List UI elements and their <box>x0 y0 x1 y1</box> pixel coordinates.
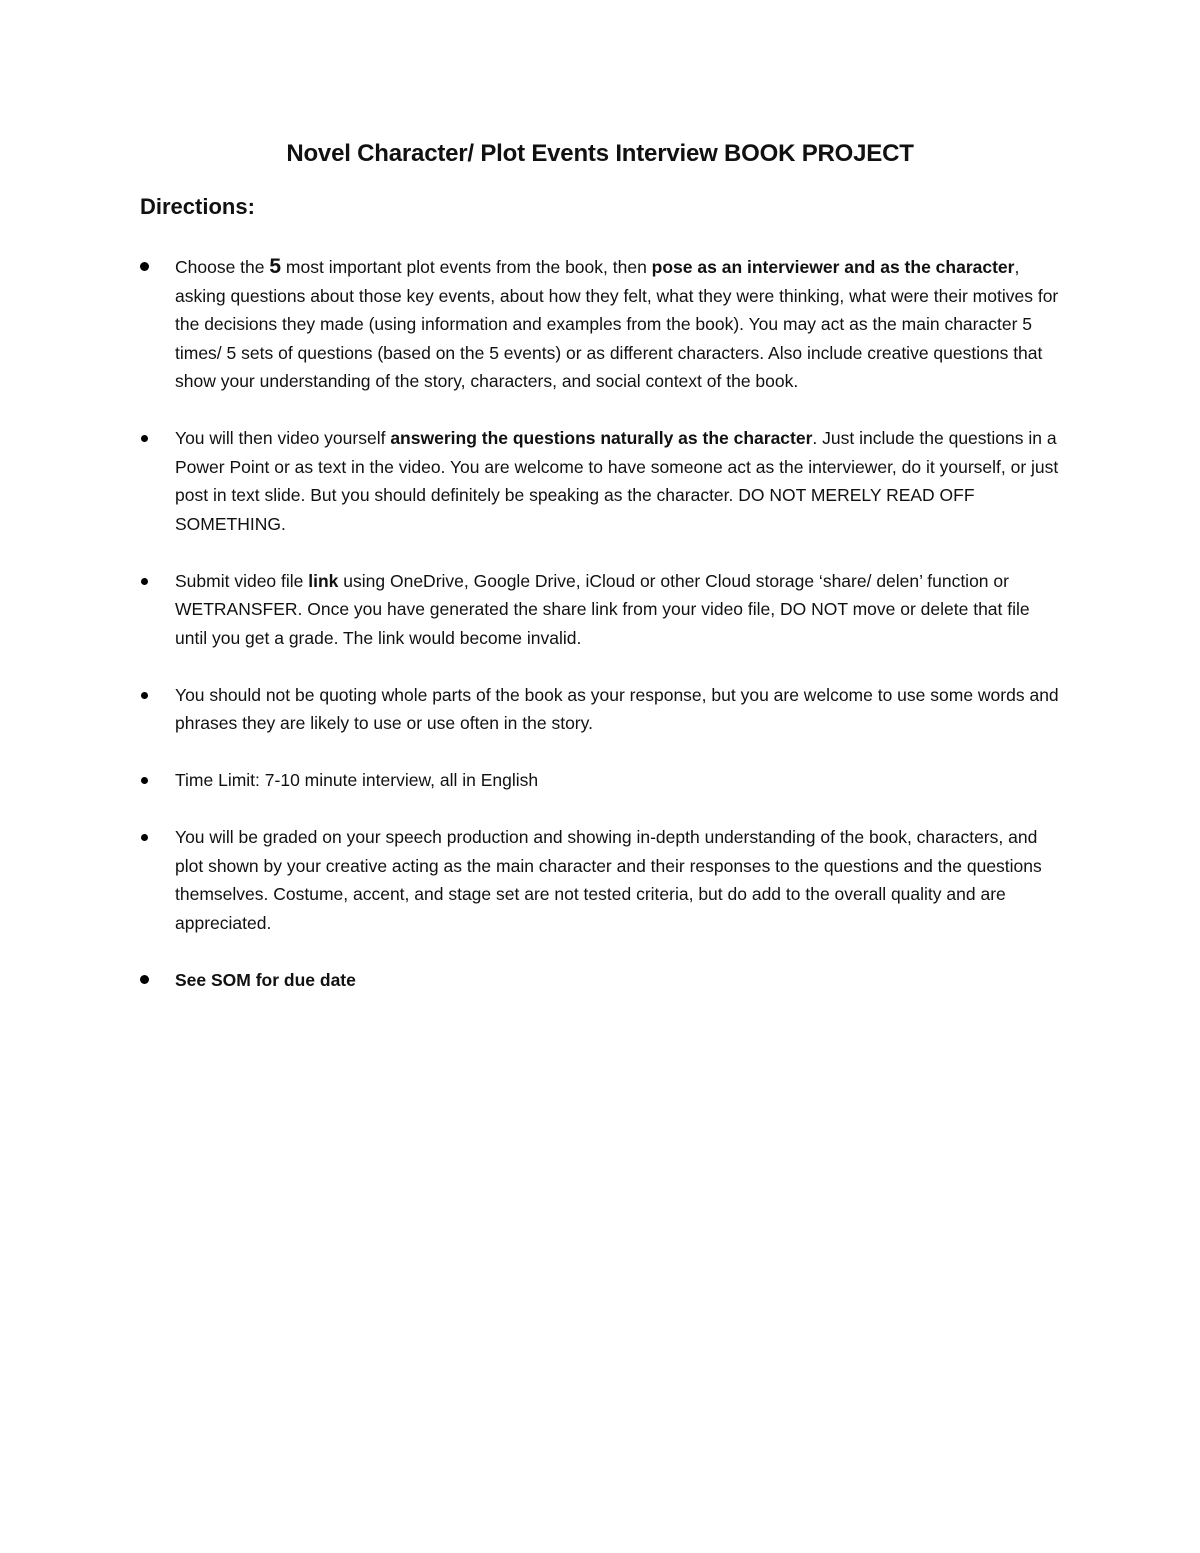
item-emphasis: 5 <box>269 255 282 278</box>
list-item <box>140 253 1060 396</box>
due-date-note: See SOM for due date <box>175 969 356 990</box>
list-item <box>140 681 1060 738</box>
item-text: , asking questions about those key events, about how they felt, what they were thinking, what were their motives for the decisions they made (using information and examples from the book). You may act as the main character 5 times/ 5 sets of questions (based on the 5 events) or as different characters. Also include creative questions that show your understanding of the story, characters, and social context of the book. <box>175 257 1059 391</box>
item-text: . Just include the questions in a Power Point or as text in the video. You are welcome to have someone act as the interviewer, do it yourself, or just post in text slide. But you should definitely be speaking as the character. DO NOT MERELY READ OFF SOMETHING. <box>175 428 1059 534</box>
bullet-icon <box>141 834 148 841</box>
list-item <box>140 424 1060 538</box>
list-item <box>140 567 1060 653</box>
item-emphasis: pose as an interviewer and as the character <box>651 257 1015 277</box>
item-emphasis: answering the questions naturally as the character <box>390 428 813 448</box>
item-text: Submit video file <box>175 570 309 591</box>
item-text: using OneDrive, Google Drive, iCloud or other Cloud storage ‘share/ delen’ function or WETRANSFER. Once you have generated the share link from your video file, DO NOT move or delete that file until you get a grade. The link would become invalid. <box>175 570 1030 648</box>
item-emphasis: link <box>308 570 339 591</box>
item-text: You should not be quoting whole parts of the book as your response, but you are welcome to use some words and phrases they are likely to use or use often in the story. <box>175 684 1059 733</box>
item-text: Time Limit: 7-10 minute interview, all in English <box>175 770 539 790</box>
bullet-icon <box>141 692 148 699</box>
page-title: Novel Character/ Plot Events Interview BOOK PROJECT <box>286 140 914 167</box>
bullet-icon <box>141 777 148 784</box>
bullet-icon <box>141 435 148 442</box>
bullet-icon <box>140 975 149 984</box>
item-text: You will be graded on your speech production and showing in-depth understanding of the book, characters, and plot shown by your creative acting as the main character and their responses to the questions and the questions themselves. Costume, accent, and stage set are not tested criteria, but do add to the overall quality and are appreciated. <box>175 827 1042 933</box>
directions-list <box>140 253 1060 1023</box>
bullet-icon <box>140 262 149 271</box>
item-text: Choose the <box>175 257 270 277</box>
item-text: most important plot events from the book, then <box>281 257 652 277</box>
list-item <box>140 823 1060 937</box>
bullet-icon <box>141 578 148 585</box>
list-item <box>140 966 1060 995</box>
directions-heading: Directions: <box>140 194 255 219</box>
list-item <box>140 766 1060 795</box>
item-text: You will then video yourself <box>175 428 391 448</box>
